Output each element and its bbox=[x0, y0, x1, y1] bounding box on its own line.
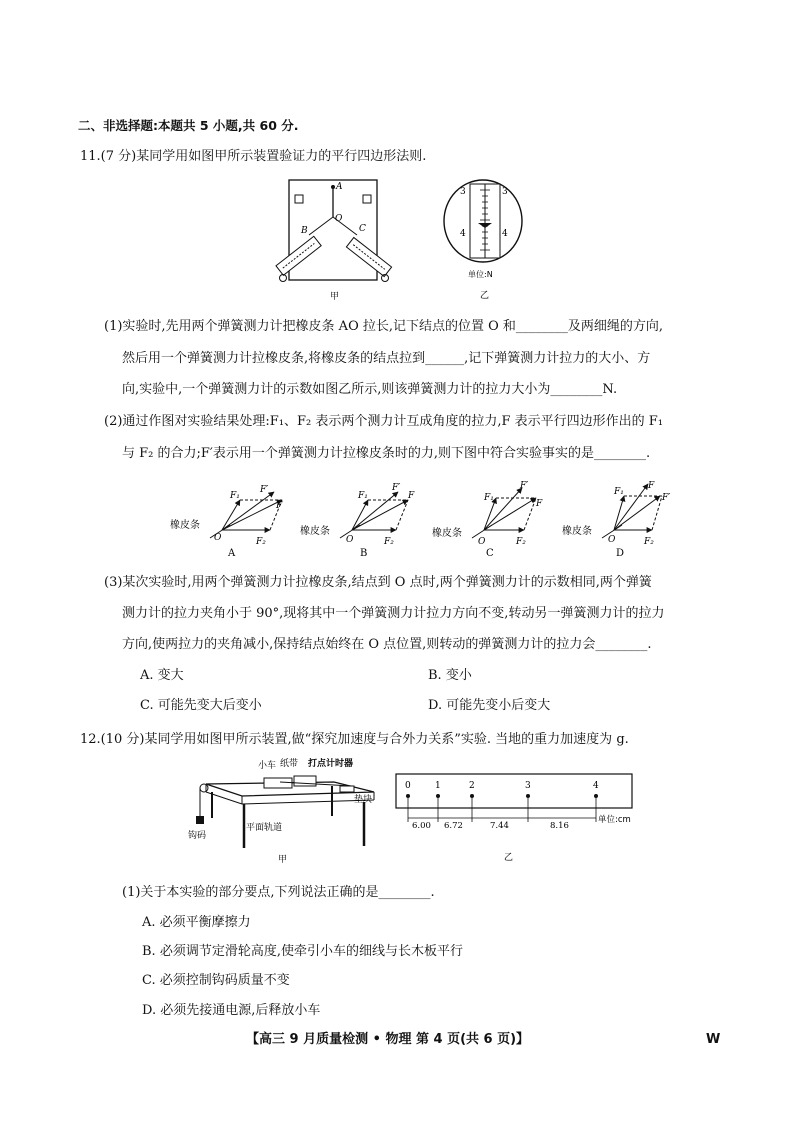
f1-d bbox=[614, 496, 624, 530]
q11-p3-line3: 方向,使两拉力的夹角减小,保持结点始终在 O 点位置,则转动的弹簧测力计的拉力会________. bbox=[122, 637, 652, 652]
label-timer: 打点计时器 bbox=[308, 759, 354, 769]
caption-jia: 甲 bbox=[330, 292, 340, 302]
option-a: A bbox=[228, 548, 236, 559]
q11-figure-yi bbox=[440, 178, 528, 302]
point-1: 1 bbox=[435, 781, 441, 791]
f-label-c: F bbox=[536, 499, 543, 509]
pin-tl bbox=[295, 195, 303, 203]
tape-strip bbox=[396, 774, 632, 808]
dash-c2 bbox=[524, 498, 536, 530]
page-footer: 【高三 9 月质量检测 • 物理 第 4 页(共 6 页)】 bbox=[246, 1032, 530, 1047]
option-b: B bbox=[360, 548, 368, 559]
pointer bbox=[478, 223, 492, 228]
point-2: 2 bbox=[469, 781, 475, 791]
q11-stem: 11.(7 分)某同学用如图甲所示装置验证力的平行四边形法则. bbox=[80, 149, 427, 164]
scale-mid-left: 4 bbox=[460, 229, 466, 239]
q11-opt-d: D. 可能先变小后变大 bbox=[428, 698, 551, 713]
o-label-b: O bbox=[346, 535, 354, 545]
q11-p3-line2: 测力计的拉力夹角小于 90°,现将其中一个弹簧测力计拉力方向不变,转动另一弹簧测力计的拉力 bbox=[122, 606, 665, 621]
q12-opt-b: B. 必须调节定滑轮高度,使牵引小车的细线与长木板平行 bbox=[142, 944, 463, 959]
o-label-d: O bbox=[608, 535, 616, 545]
option-c: C bbox=[486, 548, 494, 559]
diagram-c bbox=[432, 481, 543, 559]
q12-figure-jia bbox=[184, 756, 384, 868]
timer bbox=[294, 776, 316, 786]
f1-label-d: F₁ bbox=[614, 487, 624, 497]
label-tape: 纸带 bbox=[280, 759, 299, 769]
dist-34: 8.16 bbox=[550, 821, 569, 831]
pulley bbox=[200, 784, 208, 792]
f2-label-b: F₂ bbox=[384, 537, 394, 547]
caption-q12-yi: 乙 bbox=[504, 853, 514, 863]
measure-ticks bbox=[408, 798, 596, 822]
point-0: 0 bbox=[405, 781, 411, 791]
corner-mark: W bbox=[706, 1032, 721, 1047]
f-label-a: F bbox=[276, 501, 283, 511]
o-label-c: O bbox=[478, 537, 486, 547]
fprime-label-a: F′ bbox=[260, 485, 269, 495]
scale-top-right: 3 bbox=[502, 187, 508, 197]
block bbox=[340, 786, 354, 792]
rubber-label-d: 橡皮条 bbox=[562, 526, 592, 537]
point-4: 4 bbox=[593, 781, 599, 791]
label-b: B bbox=[301, 226, 308, 236]
label-cart: 小车 bbox=[258, 761, 277, 771]
q11-opt-b: B. 变小 bbox=[428, 668, 472, 683]
label-weight: 钩码 bbox=[188, 831, 207, 841]
q12-stem: 12.(10 分)某同学用如图甲所示装置,做“探究加速度与合外力关系”实验. 当地的重力加速度为 g. bbox=[80, 732, 629, 747]
f2-label-a: F₂ bbox=[256, 537, 266, 547]
rubber-label-c: 橡皮条 bbox=[432, 528, 462, 539]
force-diagrams bbox=[170, 478, 690, 560]
q12-opt-d: D. 必须先接通电源,后释放小车 bbox=[142, 1003, 321, 1018]
o-label-a: O bbox=[214, 533, 222, 543]
f-label-b: F bbox=[408, 491, 415, 501]
dot-4 bbox=[594, 794, 598, 798]
q11-p1-line2: 然后用一个弹簧测力计拉橡皮条,将橡皮条的结点拉到______,记下弹簧测力计拉力的大小、方 bbox=[122, 351, 651, 366]
scale-unit: 单位:N bbox=[468, 270, 493, 279]
label-track: 平面轨道 bbox=[246, 823, 283, 833]
label-a: A bbox=[336, 182, 343, 192]
scale-mid-right: 4 bbox=[502, 229, 508, 239]
label-block: 垫块 bbox=[354, 795, 373, 805]
f2-label-c: F₂ bbox=[516, 537, 526, 547]
dot-3 bbox=[526, 794, 530, 798]
pin-tr bbox=[363, 195, 371, 203]
point-3: 3 bbox=[525, 781, 531, 791]
q12-figure-yi bbox=[394, 770, 636, 868]
cart bbox=[264, 778, 292, 788]
q12-opt-c: C. 必须控制钩码质量不变 bbox=[142, 973, 290, 988]
label-o: O bbox=[335, 214, 343, 224]
point-a bbox=[331, 185, 335, 189]
label-c: C bbox=[359, 224, 366, 234]
q11-figure-jia bbox=[275, 175, 395, 303]
caption-q12-jia: 甲 bbox=[278, 855, 288, 865]
diagram-a bbox=[170, 485, 283, 559]
diagram-b bbox=[300, 483, 415, 559]
q12-p1: (1)关于本实验的部分要点,下列说法正确的是________. bbox=[122, 885, 435, 900]
q11-opt-c: C. 可能先变大后变小 bbox=[140, 698, 262, 713]
q11-p1-line1: (1)实验时,先用两个弹簧测力计把橡皮条 AO 拉长,记下结点的位置 O 和________及两细绳的方向, bbox=[104, 319, 664, 334]
caption-yi: 乙 bbox=[480, 291, 490, 301]
fprime-label-b: F′ bbox=[392, 483, 401, 493]
f1-label-b: F₁ bbox=[358, 491, 368, 501]
f-label-d: F bbox=[648, 481, 655, 491]
dot-1 bbox=[436, 794, 440, 798]
f2-label-d: F₂ bbox=[644, 537, 654, 547]
q11-p2-line1: (2)通过作图对实验结果处理:F₁、F₂ 表示两个测力计互成角度的拉力,F 表示平行四边形作出的 F₁ bbox=[104, 414, 664, 429]
spring-scale-left bbox=[276, 236, 321, 275]
q11-p3-line1: (3)某次实验时,用两个弹簧测力计拉橡皮条,结点到 O 点时,两个弹簧测力计的示数相同,两个弹簧 bbox=[104, 575, 652, 590]
dot-0 bbox=[406, 794, 410, 798]
q11-p1-line3: 向,实验中,一个弹簧测力计的示数如图乙所示,则该弹簧测力计的拉力大小为________N. bbox=[122, 382, 618, 397]
dist-12: 6.72 bbox=[444, 821, 463, 831]
section-header: 二、非选择题:本题共 5 小题,共 60 分. bbox=[78, 118, 299, 133]
rubber-label-b: 橡皮条 bbox=[300, 526, 330, 537]
option-d: D bbox=[616, 548, 625, 559]
tape-unit: 单位:cm bbox=[598, 815, 631, 825]
rubber-label-a: 橡皮条 bbox=[170, 520, 200, 531]
f1-label-c: F₁ bbox=[484, 493, 494, 503]
dist-23: 7.44 bbox=[490, 821, 509, 831]
q11-opt-a: A. 变大 bbox=[140, 668, 184, 683]
diagram-d bbox=[562, 481, 670, 559]
scale-top-left: 3 bbox=[460, 187, 466, 197]
dash-b2 bbox=[396, 500, 408, 530]
f1-label-a: F₁ bbox=[230, 491, 240, 501]
hook-weight bbox=[196, 816, 204, 824]
fprime-label-c: F′ bbox=[520, 481, 529, 491]
dot-2 bbox=[470, 794, 474, 798]
string-b bbox=[309, 217, 333, 235]
dist-01: 6.00 bbox=[412, 821, 431, 831]
spring-scale-right bbox=[346, 237, 391, 276]
q12-opt-a: A. 必须平衡摩擦力 bbox=[142, 915, 251, 930]
q11-p2-line2: 与 F₂ 的合力;F′表示用一个弹簧测力计拉橡皮条时的力,则下图中符合实验事实的是________. bbox=[122, 446, 651, 461]
fprime-label-d: F′ bbox=[662, 493, 671, 503]
